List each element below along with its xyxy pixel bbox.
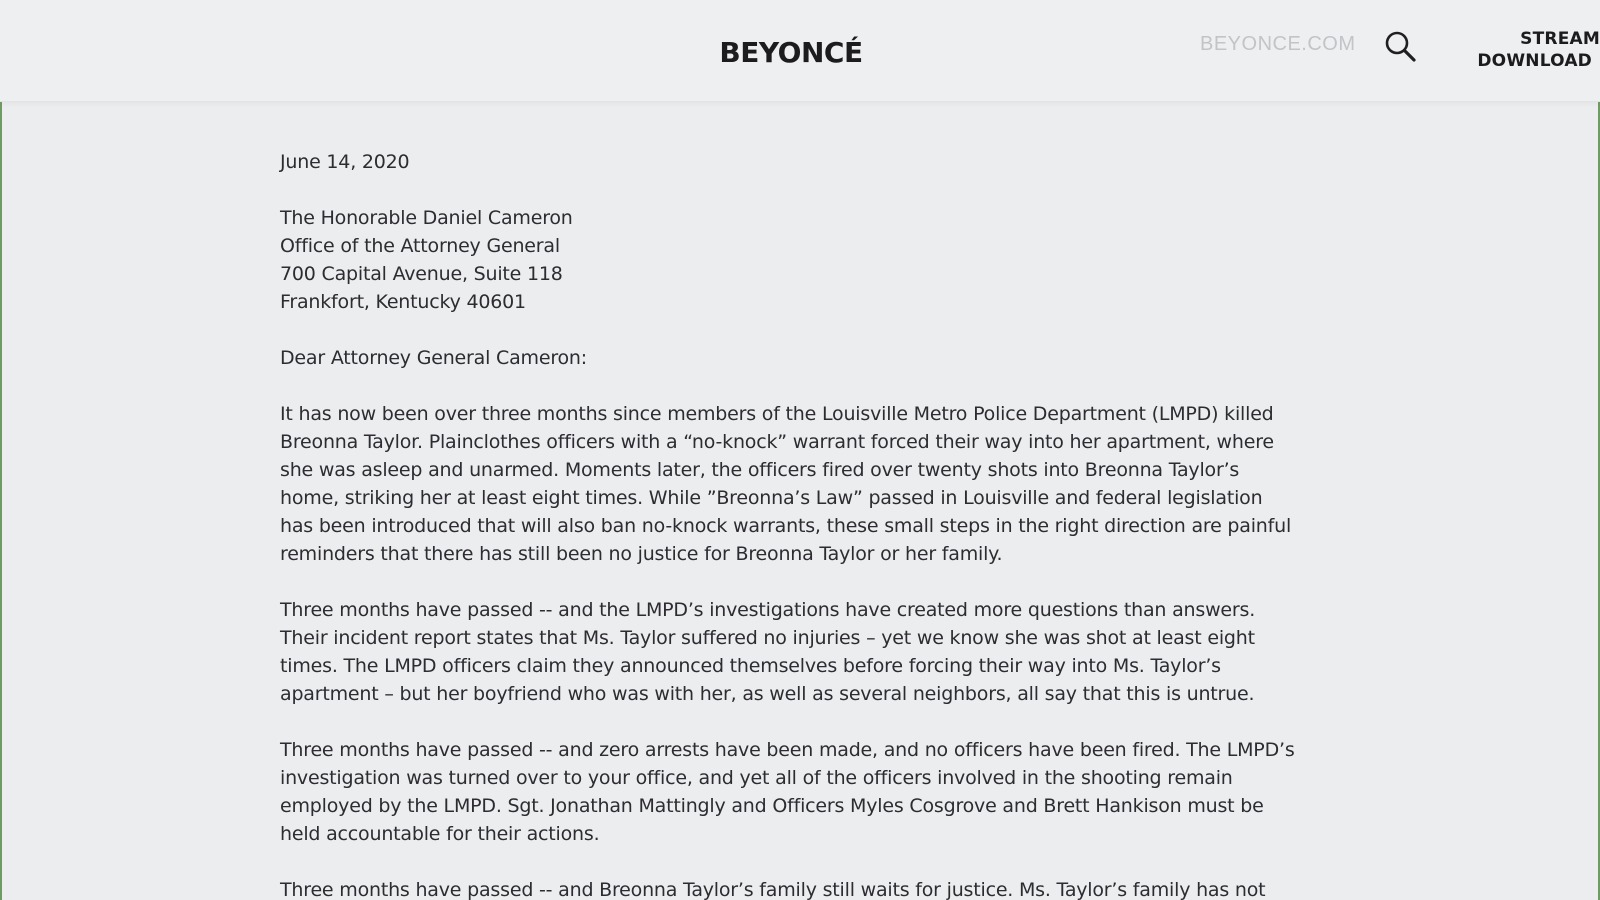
site-link[interactable]: BEYONCE.COM [1200,33,1356,55]
letter-body [280,148,1300,900]
letter-paragraph: Three months have passed -- and the LMPD’s investigations have created more questions than answers. Their incident report states that Ms. Taylor suffered no injuries – yet we know she was shot at least eight times. The LMPD officers claim they announced themselves before forcing their way into Ms. Taylor’s apartment – but her boyfriend who was with her, as well as several neighbors, all say that this is untrue. [280,599,1256,705]
address-line: Frankfort, Kentucky 40601 [280,291,526,313]
stream-link[interactable]: STREAM [1520,29,1600,49]
site-header [0,0,1600,102]
letter-salutation: Dear Attorney General Cameron: [280,347,587,369]
letter-paragraph: It has now been over three months since members of the Louisville Metro Police Department (LMPD) killed Breonna Taylor. Plainclothes officers with a “no-knock” warrant forced their way into her apartment, where she was asleep and unarmed. Moments later, the officers fired over twenty shots into Breonna Taylor’s home, striking her at least eight times. While ”Breonna’s Law” passed in Louisville and federal legislation has been introduced that will also ban no-knock warrants, these small steps in the right direction are painful reminders that there has still been no justice for Breonna Taylor or her family. [280,403,1292,565]
letter-paragraph: Three months have passed -- and Breonna Taylor’s family still waits for justice. Ms. Taylor’s family has not [280,879,1266,900]
site-logo[interactable]: BEYONCÉ [719,36,863,69]
letter-date: June 14, 2020 [280,151,410,173]
letter-paragraph: Three months have passed -- and zero arrests have been made, and no officers have been fired. The LMPD’s investigation was turned over to your office, and yet all of the officers involved in the shooting remain employed by the LMPD. Sgt. Jonathan Mattingly and Officers Myles Cosgrove and Brett Hankison must be held accountable for their actions. [280,739,1295,845]
search-icon[interactable] [1384,30,1418,64]
stream-download-menu[interactable] [1477,28,1600,72]
address-line: 700 Capital Avenue, Suite 118 [280,263,563,285]
address-line: Office of the Attorney General [280,235,560,257]
search-icon-graphic [1384,30,1418,64]
address-line: The Honorable Daniel Cameron [280,207,573,229]
letter-address [280,204,1300,316]
download-link[interactable]: DOWNLOAD [1477,51,1592,71]
